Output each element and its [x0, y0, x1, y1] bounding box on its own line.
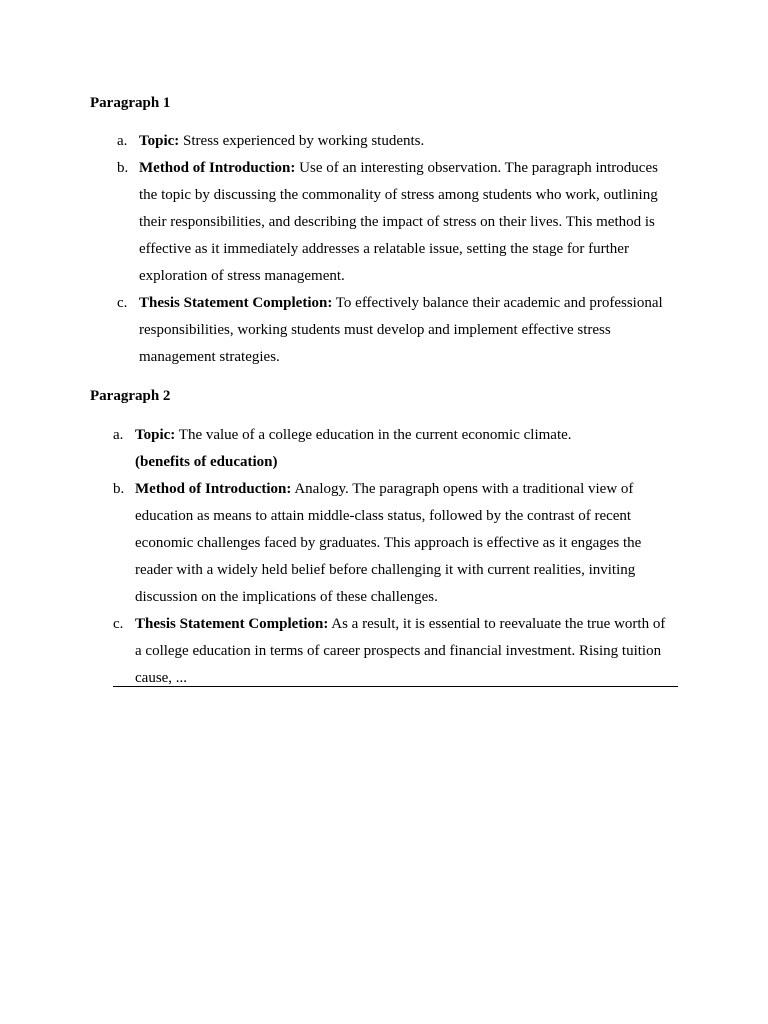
- list-item-body: [135, 422, 673, 476]
- list-item: [113, 422, 673, 476]
- item-text: As a result, it is essential to reevaluate the true worth of a college education in terms of career prospects and financial investment. Rising tuition cause, ...: [135, 616, 666, 686]
- item-text: Use of an interesting observation. The paragraph introduces the topic by discussing the commonality of stress among students who work, outlining their responsibilities, and describing the impact of stress on their lives. This method is effective as it immediately addresses a relatable issue, setting the stage for further exploration of stress management.: [139, 160, 658, 284]
- list-marker: c.: [113, 616, 124, 632]
- list-marker: c.: [117, 295, 128, 311]
- item-note: (benefits of education): [135, 454, 278, 470]
- list-marker: b.: [113, 481, 125, 497]
- list-item-body: [135, 611, 673, 692]
- item-label: Method of Introduction:: [135, 481, 292, 497]
- list-item: [113, 611, 673, 692]
- list-item-body: [139, 290, 673, 371]
- item-label: Thesis Statement Completion:: [139, 295, 333, 311]
- item-text: To effectively balance their academic and professional responsibilities, working students must develop and implement effective stress management strategies.: [139, 295, 663, 365]
- item-label: Topic:: [135, 427, 176, 443]
- list-marker: b.: [117, 160, 129, 176]
- list-item-body: [139, 155, 673, 290]
- item-label: Topic:: [139, 133, 180, 149]
- horizontal-divider: [113, 686, 678, 687]
- list-item-body: [135, 476, 673, 611]
- list-item: [117, 128, 673, 155]
- item-label: Thesis Statement Completion:: [135, 616, 329, 632]
- section-heading: Paragraph 2: [90, 388, 171, 404]
- section-1-list: [117, 128, 673, 371]
- item-text: Analogy. The paragraph opens with a traditional view of education as means to attain middle-class status, followed by the contrast of recent economic challenges faced by graduates. This approach is effective as it engages the reader with a widely held belief before challenging it with current realities, inviting discussion on the implications of these challenges.: [135, 481, 642, 605]
- list-item: [117, 290, 673, 371]
- section-2-list: [113, 422, 673, 692]
- list-marker: a.: [117, 133, 128, 149]
- item-label: Method of Introduction:: [139, 160, 296, 176]
- item-text: Stress experienced by working students.: [179, 133, 425, 149]
- item-text: The value of a college education in the current economic climate.: [175, 427, 572, 443]
- list-marker: a.: [113, 427, 124, 443]
- list-item: [113, 476, 673, 611]
- list-item-body: [139, 128, 673, 155]
- section-heading: Paragraph 1: [90, 95, 171, 111]
- list-item: [117, 155, 673, 290]
